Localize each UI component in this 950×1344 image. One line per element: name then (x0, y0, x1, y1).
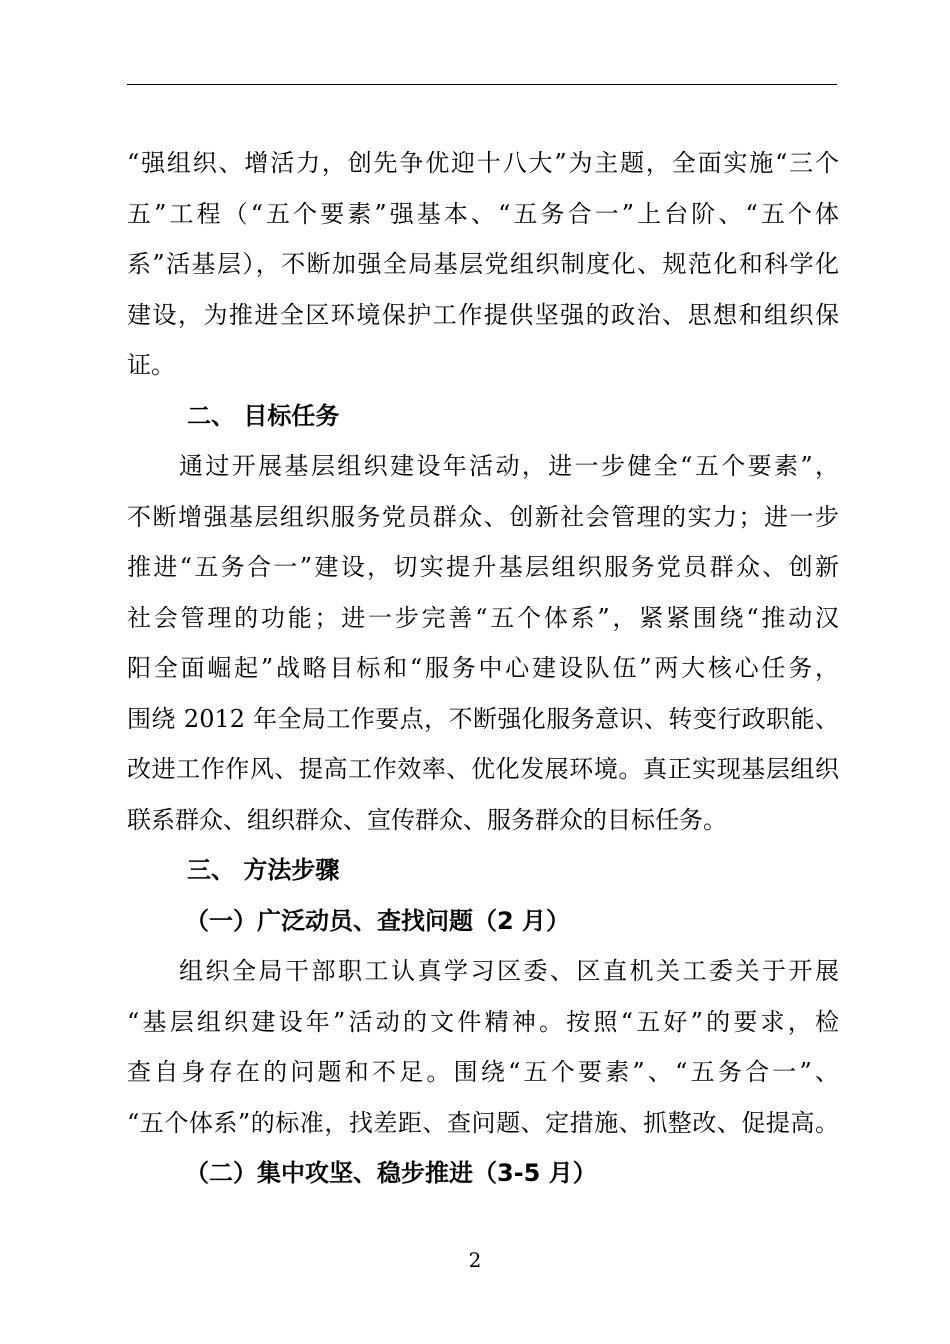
text-line: 查自身存在的问题和不足。围绕“五个要素”、“五务合一”、 (127, 1058, 839, 1086)
text-line: 通过开展基层组织建设年活动，进一步健全“五个要素”， (179, 452, 839, 480)
subheading-concentrate: （二）集中攻坚、稳步推进（3-5 月） (185, 1159, 597, 1187)
text-line: 证。 (127, 351, 175, 379)
text-line: “强组织、增活力，创先争优迎十八大”为主题，全面实施“三个 (127, 149, 839, 177)
text-line: 五”工程（“五个要素”强基本、“五务合一”上台阶、“五个体 (127, 199, 839, 228)
page-body (127, 138, 839, 1199)
text-line: 改进工作作风、提高工作效率、优化发展环境。真正实现基层组织 (127, 755, 839, 783)
text-line: 不断增强基层组织服务党员群众、创新社会管理的实力；进一步 (127, 502, 839, 531)
subheading-mobilize: （一）广泛动员、查找问题（2 月） (185, 906, 571, 935)
page-number: 2 (468, 1248, 482, 1272)
section-heading-methods: 三、 方法步骤 (187, 856, 340, 884)
text-line: “五个体系”的标准，找差距、查问题、定措施、抓整改、促提高。 (127, 1108, 839, 1137)
text-line: 推进“五务合一”建设，切实提升基层组织服务党员群众、创新 (127, 553, 839, 581)
text-line: 围绕 2012 年全局工作要点，不断强化服务意识、转变行政职能、 (127, 704, 839, 733)
text-line: 建设，为推进全区环境保护工作提供坚强的政治、思想和组织保 (127, 300, 839, 329)
section-heading-goals: 二、 目标任务 (187, 401, 340, 430)
text-line: 组织全局干部职工认真学习区委、区直机关工委关于开展 (179, 957, 839, 985)
text-line: “基层组织建设年”活动的文件精神。按照“五好”的要求，检 (127, 1007, 839, 1036)
paragraph-3 (127, 946, 839, 1148)
text-line: 社会管理的功能；进一步完善“五个体系”，紧紧围绕“推动汉 (127, 603, 839, 632)
paragraph-2 (127, 441, 839, 845)
text-line: 阳全面崛起”战略目标和“服务中心建设队伍”两大核心任务， (127, 654, 839, 682)
header-rule (127, 84, 837, 85)
text-line: 联系群众、组织群众、宣传群众、服务群众的目标任务。 (127, 805, 727, 834)
paragraph-1 (127, 138, 839, 391)
text-line: 系”活基层），不断加强全局基层党组织制度化、规范化和科学化 (127, 250, 839, 278)
